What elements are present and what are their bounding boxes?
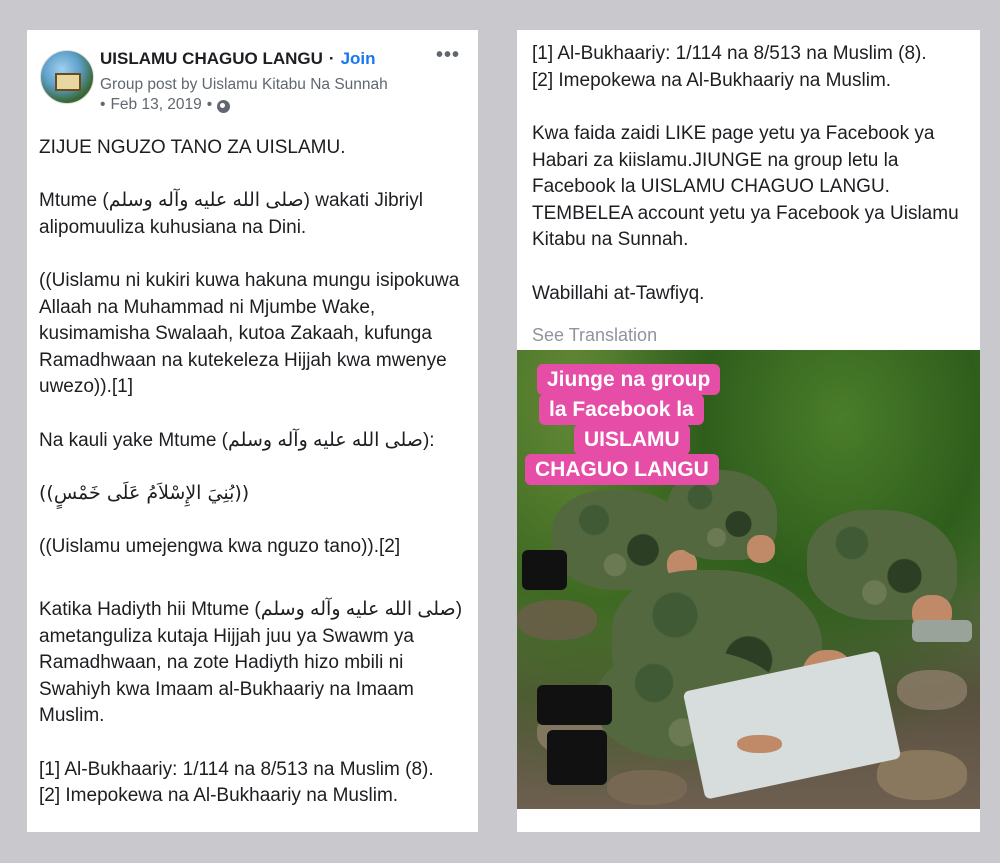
arabic-hadith: ((بُنِيَ الإِسْلاَمُ عَلَى خَمْسٍ)) xyxy=(39,482,250,504)
separator-dot: · xyxy=(328,49,335,68)
image-tag-line-1: Jiunge na group xyxy=(537,364,720,395)
reference-1: [1] Al-Bukhaariy: 1/114 na 8/513 na Muslim (8). xyxy=(39,759,434,780)
prayer-cloth xyxy=(912,620,972,642)
post-paragraph-3: Na kauli yake Mtume (صلى الله عليه وآله وسلم): xyxy=(39,430,435,451)
post-title: ZIJUE NGUZO TANO ZA UISLAMU. xyxy=(39,137,346,158)
boot xyxy=(547,730,607,785)
closing-line: Wabillahi at-Tawfiyq. xyxy=(532,283,705,304)
post-meta xyxy=(100,96,230,114)
boot xyxy=(537,685,612,725)
join-button[interactable]: Join xyxy=(340,49,376,68)
group-post-byline[interactable]: Group post by Uislamu Kitabu Na Sunnah xyxy=(100,76,388,93)
post-photo[interactable] xyxy=(517,350,980,809)
hand xyxy=(737,735,782,753)
post-paragraph-1a: Mtume (صلى الله عليه وآله وسلم) wakati Jibriyl xyxy=(39,190,423,211)
right-post-card xyxy=(517,30,980,832)
image-tag-line-3: UISLAMU xyxy=(574,424,690,455)
globe-icon xyxy=(217,100,230,113)
more-options-icon[interactable]: ••• xyxy=(436,44,461,66)
rock xyxy=(607,770,687,805)
post-paragraph-2: ((Uislamu ni kukiri kuwa hakuna mungu isipokuwa Allaah na Muhammad ni Mjumbe Wake, kusimamisha Swalaah, kutoa Zakaah, kufunga Ramadhwaan na kutekeleza Hijjah kwa mwenye uwezo)).[1] xyxy=(39,270,460,397)
reference-1: [1] Al-Bukhaariy: 1/114 na 8/513 na Muslim (8). xyxy=(532,43,927,64)
post-paragraph-1b: alipomuuliza kuhusiana na Dini. xyxy=(39,217,307,238)
post-paragraph-6: Katika Hadiyth hii Mtume (صلى الله عليه وآله وسلم) ametanguliza kutaja Hijjah juu ya Swawm ya Ramadhwaan, na zote Hadiyth hizo mbili ni Swahiyh kwa Imaam al-Bukhaariy na Imaam Muslim. xyxy=(39,599,463,726)
rock xyxy=(517,600,597,640)
separator-dot: • xyxy=(206,96,213,113)
left-post-card xyxy=(27,30,478,832)
post-header-title xyxy=(100,49,376,69)
group-name-link[interactable]: UISLAMU CHAGUO LANGU xyxy=(100,49,323,68)
reference-2: [2] Imepokewa na Al-Bukhaariy na Muslim. xyxy=(532,70,892,91)
head xyxy=(747,535,775,563)
reference-2: [2] Imepokewa na Al-Bukhaariy na Muslim. xyxy=(39,785,399,806)
post-paragraph-5: ((Uislamu umejengwa kwa nguzo tano)).[2] xyxy=(39,536,401,557)
promo-paragraph: Kwa faida zaidi LIKE page yetu ya Facebook ya Habari za kiislamu.JIUNGE na group letu la Facebook la UISLAMU CHAGUO LANGU. TEMBELEA account yetu ya Facebook ya Uislamu Kitabu na Sunnah. xyxy=(532,123,959,250)
image-tag-line-4: CHAGUO LANGU xyxy=(525,454,719,485)
image-tag-line-2: la Facebook la xyxy=(539,394,704,425)
see-translation-link[interactable]: See Translation xyxy=(532,325,658,345)
rock xyxy=(897,670,967,710)
post-date-link[interactable]: Feb 13, 2019 xyxy=(110,96,202,113)
group-avatar-icon[interactable] xyxy=(40,50,94,104)
boot xyxy=(522,550,567,590)
separator-dot: • xyxy=(100,96,106,113)
